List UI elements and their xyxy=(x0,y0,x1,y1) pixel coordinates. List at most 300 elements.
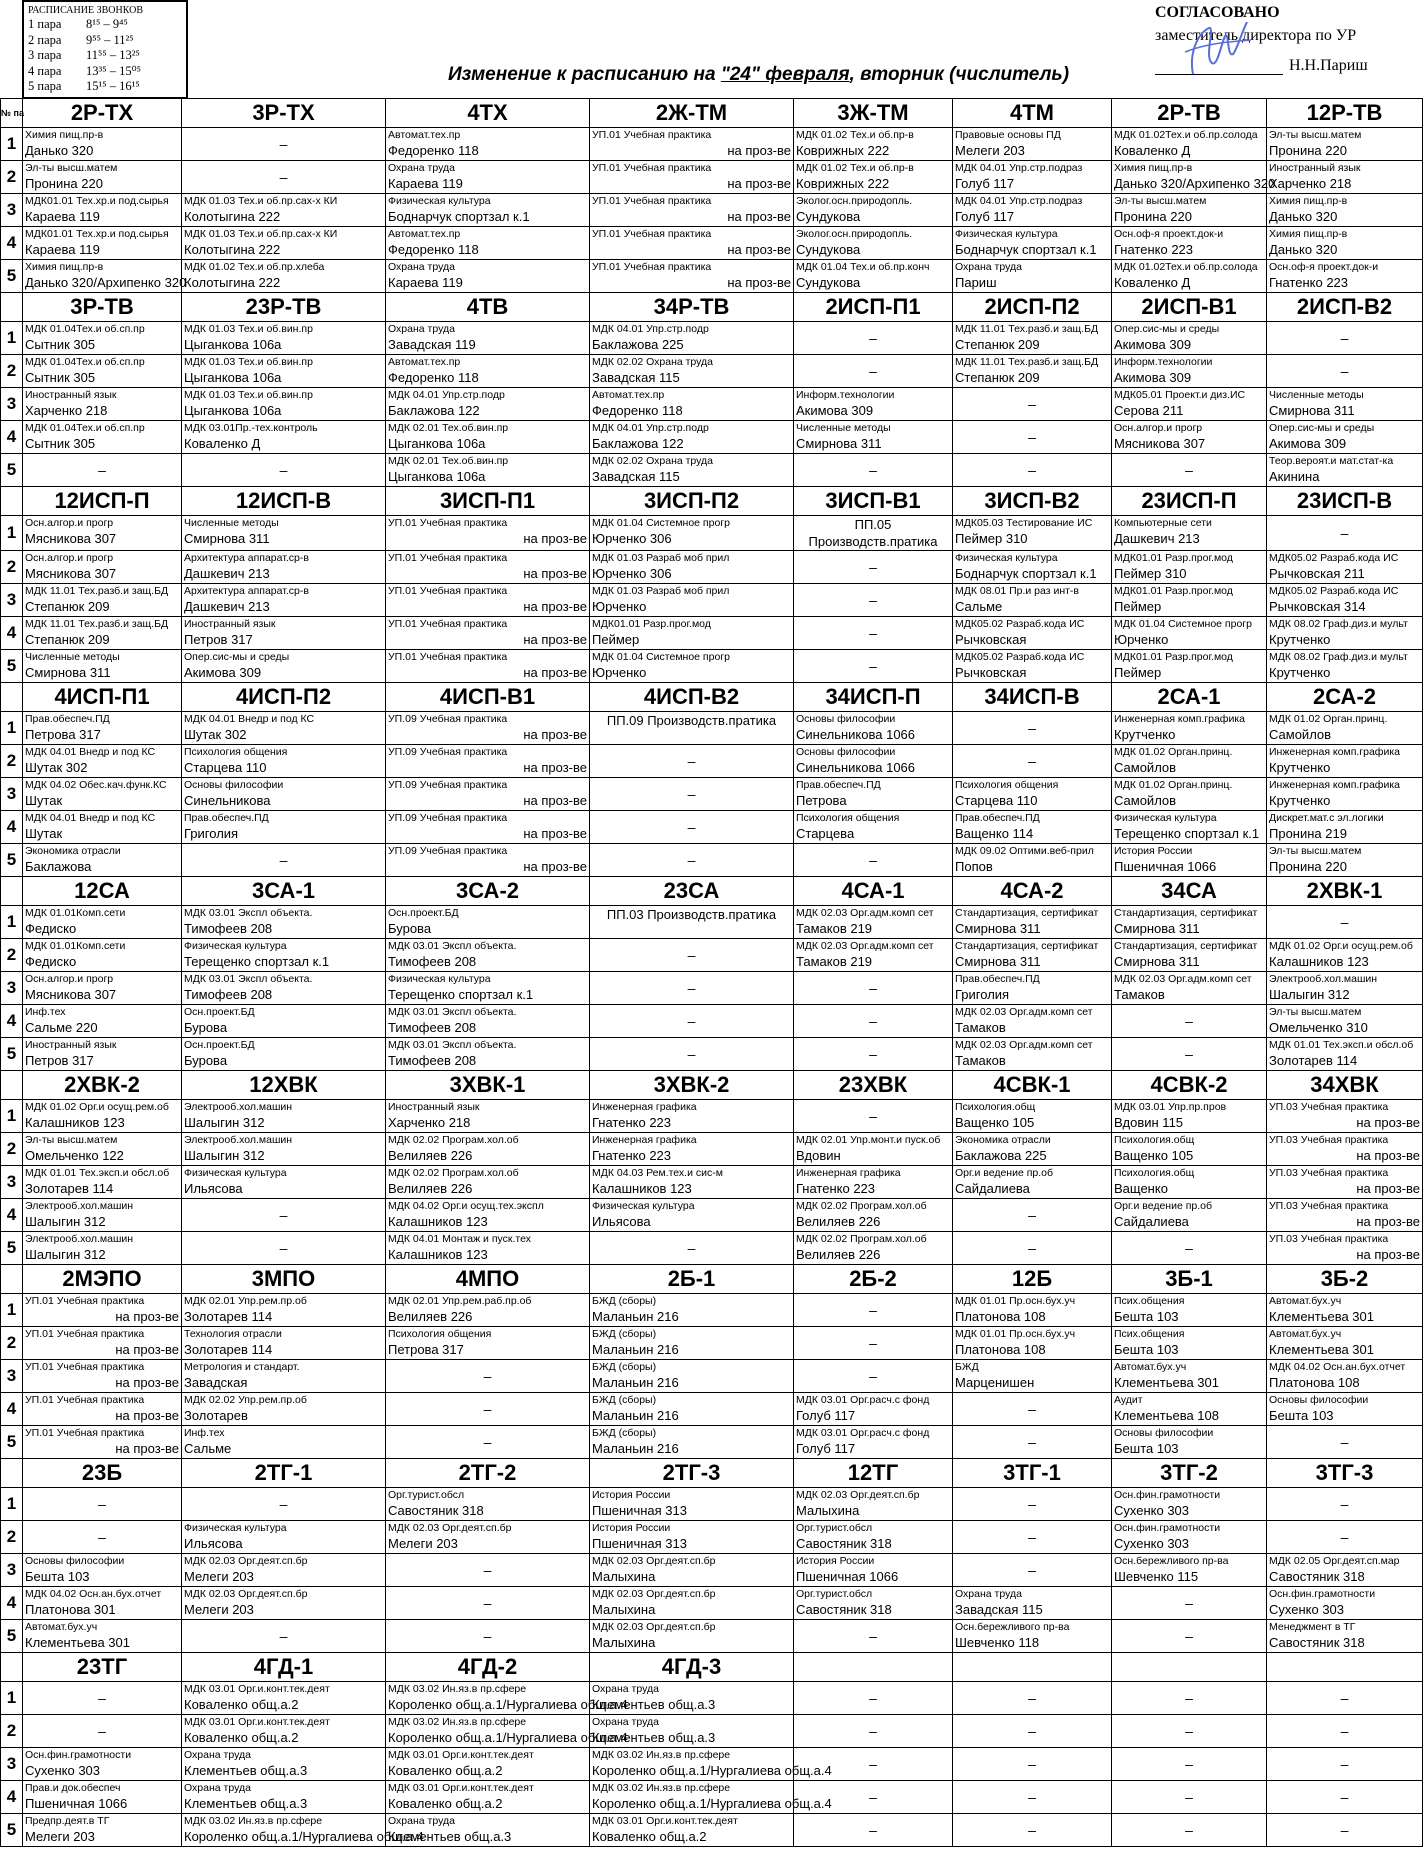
subject-text: МДК 02.03 Орг.адм.комп сет xyxy=(1114,973,1252,985)
subject-text: Электрооб.хол.машин xyxy=(25,1233,134,1245)
teacher-room-text: Вдовин xyxy=(796,1148,841,1163)
schedule-cell xyxy=(182,1133,386,1166)
subject-text: Иностранный язык xyxy=(388,1101,480,1113)
subject-text: Инженерная графика xyxy=(592,1101,697,1113)
teacher-room-text: Бешта 103 xyxy=(1114,1342,1179,1357)
schedule-cell xyxy=(1112,1232,1267,1265)
teacher-room-text: на проз-ве xyxy=(1356,1247,1420,1262)
subject-text: МДК 08.02 Граф.диз.и мульт xyxy=(1269,618,1408,630)
subject-text: МДК 03.01 Экспл объекта. xyxy=(184,973,313,985)
group-name: 3ТГ-3 xyxy=(1267,1459,1423,1488)
teacher-room-text: Юрченко 306 xyxy=(592,531,672,546)
teacher-room-text: на проз-ве xyxy=(727,209,791,224)
schedule-cell xyxy=(590,1360,794,1393)
schedule-cell xyxy=(1112,322,1267,355)
subject-text: МДК 01.03 Тех.и об.вин.пр xyxy=(184,389,313,401)
cell-empty-mark: – xyxy=(98,1529,106,1545)
teacher-room-text: Малыхина xyxy=(796,1503,860,1518)
schedule-cell xyxy=(386,1005,590,1038)
teacher-room-text: Колотыгина 222 xyxy=(184,209,281,224)
subject-text: Прав.обеспеч.ПД xyxy=(796,779,881,791)
schedule-cell xyxy=(182,1620,386,1653)
cell-empty-mark: – xyxy=(1185,1789,1193,1805)
subject-text: Орг.турист.обсл xyxy=(388,1489,465,1501)
group-name: 3СА-2 xyxy=(386,877,590,906)
lesson-row xyxy=(1,617,1423,650)
teacher-room-text: Рычковская xyxy=(955,665,1027,680)
teacher-room-text: Велиляев 226 xyxy=(796,1247,881,1262)
schedule-cell xyxy=(953,939,1112,972)
schedule-cell xyxy=(590,745,794,778)
schedule-cell xyxy=(590,811,794,844)
schedule-cell xyxy=(23,388,182,421)
teacher-room-text: Клементьев общ.а.3 xyxy=(592,1730,716,1745)
cell-empty-mark: – xyxy=(687,980,696,996)
group-name: 2ТГ-3 xyxy=(590,1459,794,1488)
cell-empty-mark: – xyxy=(1028,1562,1036,1578)
teacher-room-text: Мясникова 307 xyxy=(25,531,117,546)
subject-text: МДК 03.01Пр.-тех.контроль xyxy=(184,422,318,434)
lesson-row xyxy=(1,584,1423,617)
cell-empty-mark: – xyxy=(1028,429,1036,445)
subject-text: Стандартизация, сертификат xyxy=(1114,907,1258,919)
schedule-cell xyxy=(23,1715,182,1748)
teacher-room-text: Баклажова 122 xyxy=(388,403,480,418)
schedule-cell xyxy=(23,1814,182,1847)
schedule-cell xyxy=(182,1232,386,1265)
schedule-cell xyxy=(1267,939,1423,972)
teacher-room-text: Самойлов xyxy=(1269,727,1332,742)
subject-text: Эл-ты высш.матем xyxy=(1269,1006,1362,1018)
subject-text: МДК 01.04Тех.и об.сп.пр xyxy=(25,422,145,434)
subject-text: Охрана труда xyxy=(955,261,1022,273)
subject-text: БЖД (сборы) xyxy=(592,1295,657,1307)
schedule-cell xyxy=(590,617,794,650)
group-name: 23ИСП-П xyxy=(1112,487,1267,516)
schedule-cell xyxy=(590,712,794,745)
lesson-number: 2 xyxy=(1,551,23,584)
group-header-row xyxy=(1,877,1423,906)
schedule-cell xyxy=(1112,906,1267,939)
schedule-cell xyxy=(23,844,182,877)
subject-text: Теор.вероят.и мат.стат-ка xyxy=(1269,455,1394,467)
subject-text: Автомат.тех.пр xyxy=(388,228,461,240)
cell-empty-mark: – xyxy=(869,1302,877,1318)
teacher-room-text: Данько 320 xyxy=(1269,209,1338,224)
cell-empty-mark: – xyxy=(869,592,877,608)
subject-text: УП.01 Учебная практика xyxy=(25,1328,145,1340)
schedule-cell xyxy=(386,745,590,778)
teacher-room-text: Велиляев 226 xyxy=(796,1214,881,1229)
group-name xyxy=(953,1653,1112,1682)
teacher-room-text: Производств.пратика xyxy=(808,534,938,549)
teacher-room-text: Боднарчук спортзал к.1 xyxy=(388,209,530,224)
teacher-room-text: Тимофеев 208 xyxy=(184,987,273,1002)
group-name: 3Б-2 xyxy=(1267,1265,1423,1294)
teacher-room-text: Пшеничная 1066 xyxy=(25,1796,128,1811)
group-name: 4ИСП-В1 xyxy=(386,683,590,712)
subject-text: УП.01 Учебная практика xyxy=(25,1295,145,1307)
teacher-room-text: Вдовин 115 xyxy=(1114,1115,1184,1130)
schedule-cell xyxy=(953,1360,1112,1393)
teacher-room-text: Смирнова 311 xyxy=(1114,921,1200,936)
group-name: 4МПО xyxy=(386,1265,590,1294)
schedule-cell xyxy=(182,1781,386,1814)
cell-empty-mark: – xyxy=(279,1628,288,1644)
schedule-cell xyxy=(23,194,182,227)
schedule-cell xyxy=(386,421,590,454)
schedule-cell xyxy=(1112,1133,1267,1166)
group-name: 23ТГ xyxy=(23,1653,182,1682)
teacher-room-text: на проз-ве xyxy=(523,826,587,841)
schedule-cell xyxy=(23,650,182,683)
schedule-cell xyxy=(386,1426,590,1459)
teacher-room-text: Гнатенко 223 xyxy=(796,1181,876,1196)
teacher-room-text: Клементьев общ.а.3 xyxy=(184,1763,308,1778)
subject-text: Основы философии xyxy=(184,779,284,791)
lesson-number: 3 xyxy=(1,1166,23,1199)
teacher-room-text: Шалыгин 312 xyxy=(25,1247,106,1262)
schedule-cell xyxy=(953,194,1112,227)
schedule-cell xyxy=(1267,1587,1423,1620)
teacher-room-text: Федиско xyxy=(25,921,77,936)
group-name: 23Р-ТВ xyxy=(182,293,386,322)
schedule-cell xyxy=(590,260,794,293)
subject-text: МДК 03.01 Орг.и.конт.тек.деят xyxy=(388,1782,534,1794)
subject-text: УП.01 Учебная практика xyxy=(592,228,712,240)
schedule-cell xyxy=(182,844,386,877)
group-name: 3ХВК-2 xyxy=(590,1071,794,1100)
teacher-room-text: Тимофеев 208 xyxy=(388,954,477,969)
group-name: 4СВК-1 xyxy=(953,1071,1112,1100)
schedule-cell xyxy=(1112,584,1267,617)
teacher-room-text: Бешта 103 xyxy=(1114,1441,1179,1456)
teacher-room-text: Клементьева 108 xyxy=(1114,1408,1219,1423)
cell-empty-mark: – xyxy=(1028,1207,1036,1223)
teacher-room-text: Коваленко общ.а.2 xyxy=(592,1829,707,1844)
subject-text: Компьютерные сети xyxy=(1114,517,1212,529)
group-name: 3МПО xyxy=(182,1265,386,1294)
subject-text: МДК 02.03 Орг.деят.сп.бр xyxy=(388,1522,512,1534)
cell-empty-mark: – xyxy=(1185,1822,1193,1838)
cell-empty-mark: – xyxy=(1028,1496,1036,1512)
corner-cell xyxy=(1,1653,23,1682)
schedule-cell xyxy=(953,1748,1112,1781)
schedule-cell xyxy=(386,355,590,388)
cell-empty-mark: – xyxy=(1185,1756,1193,1772)
teacher-room-text: Шутак xyxy=(25,826,63,841)
teacher-room-text: Пшеничная 1066 xyxy=(796,1569,899,1584)
schedule-cell xyxy=(794,194,953,227)
schedule-cell xyxy=(794,1521,953,1554)
lesson-row xyxy=(1,972,1423,1005)
cell-empty-mark: – xyxy=(1340,1789,1349,1805)
lesson-number: 3 xyxy=(1,1360,23,1393)
teacher-room-text: Пшеничная 1066 xyxy=(1114,859,1217,874)
subject-text: МДК 02.03 Орг.деят.сп.бр xyxy=(592,1621,716,1633)
teacher-room-text: Рычковская xyxy=(955,632,1027,647)
teacher-room-text: Синельникова xyxy=(184,793,271,808)
cell-empty-mark: – xyxy=(279,1207,288,1223)
schedule-cell xyxy=(590,1327,794,1360)
subject-text: Осн.проект.БД xyxy=(184,1006,255,1018)
teacher-room-text: Рычковская 211 xyxy=(1269,566,1365,581)
cell-empty-mark: – xyxy=(1340,1529,1349,1545)
subject-text: МДК01.01 Разр.прог.мод xyxy=(1114,651,1233,663)
subject-text: МДК05.01 Проект.и диз.ИС xyxy=(1114,389,1246,401)
cell-empty-mark: – xyxy=(1028,753,1036,769)
teacher-room-text: Смирнова 311 xyxy=(796,436,882,451)
schedule-cell xyxy=(794,972,953,1005)
schedule-cell xyxy=(953,421,1112,454)
lesson-row xyxy=(1,1199,1423,1232)
subject-text: Охрана труда xyxy=(592,1683,659,1695)
lesson-row xyxy=(1,844,1423,877)
subject-text: МДК01.01 Разр.прог.мод xyxy=(1114,552,1233,564)
cell-empty-mark: – xyxy=(279,1496,288,1512)
cell-empty-mark: – xyxy=(687,786,696,802)
subject-text: УП.01 Учебная практика xyxy=(25,1427,145,1439)
group-name: 12Р-ТВ xyxy=(1267,99,1423,128)
teacher-room-text: Сундукова xyxy=(796,275,861,290)
teacher-room-text: Сундукова xyxy=(796,242,861,257)
subject-text: Осн.алгор.и прогр xyxy=(25,517,114,529)
teacher-room-text: Баклажова 225 xyxy=(592,337,684,352)
subject-text: Численные методы xyxy=(184,517,279,529)
subject-text: МДК 01.01 Пр.осн.бух.уч xyxy=(955,1328,1076,1340)
subject-text: История России xyxy=(592,1489,671,1501)
teacher-room-text: Баклажова 225 xyxy=(955,1148,1047,1163)
schedule-cell xyxy=(182,1715,386,1748)
group-name: 34ИСП-П xyxy=(794,683,953,712)
subject-text: Основы философии xyxy=(796,746,896,758)
subject-text: Стандартизация, сертификат xyxy=(955,907,1099,919)
schedule-cell xyxy=(386,194,590,227)
teacher-room-text: Мясникова 307 xyxy=(1114,436,1206,451)
subject-text: МДК 02.02 Програм.хол.об xyxy=(796,1233,927,1245)
lesson-row xyxy=(1,1488,1423,1521)
schedule-cell xyxy=(794,844,953,877)
subject-text: Физическая культура xyxy=(388,973,491,985)
cell-empty-mark: – xyxy=(1340,914,1349,930)
subject-text: Архитектура аппарат.ср-в xyxy=(184,552,309,564)
schedule-cell xyxy=(1112,1814,1267,1847)
cell-empty-mark: – xyxy=(1028,1434,1036,1450)
lesson-row xyxy=(1,1814,1423,1847)
subject-text: Инженерная графика xyxy=(592,1134,697,1146)
subject-text: МДК 02.03 Орг.адм.комп сет xyxy=(796,940,934,952)
lesson-row xyxy=(1,227,1423,260)
cell-empty-mark: – xyxy=(869,1108,877,1124)
cell-empty-mark: – xyxy=(687,1240,696,1256)
subject-text: МДК 04.01 Внедр и под КС xyxy=(25,812,156,824)
schedule-cell xyxy=(182,1005,386,1038)
teacher-room-text: Синельникова 1066 xyxy=(796,760,916,775)
subject-text: Прав.обеспеч.ПД xyxy=(955,812,1040,824)
subject-text: МДК01.01 Разр.прог.мод xyxy=(1114,585,1233,597)
subject-text: МДК 01.03 Разраб моб прил xyxy=(592,585,730,597)
schedule-cell xyxy=(23,1554,182,1587)
subject-text: УП.09 Учебная практика xyxy=(388,779,508,791)
subject-text: Прав.обеспеч.ПД xyxy=(184,812,269,824)
schedule-cell xyxy=(590,355,794,388)
schedule-cell xyxy=(794,355,953,388)
teacher-room-text: Клементьева 301 xyxy=(1269,1309,1374,1324)
schedule-cell xyxy=(23,1199,182,1232)
teacher-room-text: Федоренко 118 xyxy=(388,370,479,385)
cell-empty-mark: – xyxy=(483,1434,492,1450)
subject-text: МДК 01.02 Орган.принц. xyxy=(1114,779,1233,791)
schedule-cell xyxy=(953,551,1112,584)
schedule-cell xyxy=(1267,1360,1423,1393)
schedule-cell xyxy=(1267,1488,1423,1521)
subject-text: Физическая культура xyxy=(955,228,1058,240)
teacher-room-text: Бурова xyxy=(388,921,432,936)
subject-text: МДК 02.01 Тех.об.вин.пр xyxy=(388,455,509,467)
teacher-room-text: Клементьев общ.а.3 xyxy=(184,1796,308,1811)
subject-text: МДК 03.01 Экспл объекта. xyxy=(388,1006,517,1018)
teacher-room-text: Шевченко 118 xyxy=(955,1635,1040,1650)
teacher-room-text: на проз-ве xyxy=(727,275,791,290)
lesson-row xyxy=(1,322,1423,355)
teacher-room-text: Рычковская 314 xyxy=(1269,599,1366,614)
subject-text: МДК 01.03 Тех.и об.пр.сах-х КИ xyxy=(184,228,338,240)
lesson-number: 1 xyxy=(1,322,23,355)
subject-text: УП.09 Учебная практика xyxy=(388,812,508,824)
schedule-cell xyxy=(182,1748,386,1781)
schedule-cell xyxy=(1267,972,1423,1005)
lesson-row xyxy=(1,1133,1423,1166)
teacher-room-text: на проз-ве xyxy=(523,760,587,775)
subject-text: Физическая культура xyxy=(1114,812,1217,824)
teacher-room-text: Смирнова 311 xyxy=(1114,954,1200,969)
schedule-cell xyxy=(953,161,1112,194)
group-name: 4ГД-2 xyxy=(386,1653,590,1682)
schedule-cell xyxy=(386,388,590,421)
schedule-cell xyxy=(386,939,590,972)
teacher-room-text: на проз-ве xyxy=(523,599,587,614)
schedule-cell xyxy=(953,1426,1112,1459)
teacher-room-text: Пеймер xyxy=(1114,599,1162,614)
schedule-cell xyxy=(794,1166,953,1199)
teacher-room-text: Клементьева 301 xyxy=(1269,1342,1374,1357)
teacher-room-text: на проз-ве xyxy=(115,1342,179,1357)
schedule-cell xyxy=(182,906,386,939)
schedule-cell xyxy=(1112,939,1267,972)
lesson-number: 5 xyxy=(1,650,23,683)
subject-text: Охрана труда xyxy=(184,1749,251,1761)
lesson-number: 5 xyxy=(1,260,23,293)
schedule-cell xyxy=(386,454,590,487)
teacher-room-text: Крутченко xyxy=(1269,793,1331,808)
schedule-cell xyxy=(386,1199,590,1232)
group-name: 2ХВК-2 xyxy=(23,1071,182,1100)
schedule-cell xyxy=(182,355,386,388)
subject-text: Инф.тех xyxy=(184,1427,225,1439)
teacher-room-text: Юрченко xyxy=(1114,632,1169,647)
schedule-cell xyxy=(23,811,182,844)
teacher-room-text: Данько 320/Архипенко 320 xyxy=(25,275,187,290)
approval-position: заместитель директора по УР xyxy=(1155,27,1357,44)
group-name: 2ТГ-2 xyxy=(386,1459,590,1488)
schedule-cell xyxy=(794,1327,953,1360)
teacher-room-text: на проз-ве xyxy=(523,727,587,742)
teacher-room-text: Короленко общ.а.1/Нургалиева общ.а.4 xyxy=(184,1829,424,1844)
schedule-cell xyxy=(953,584,1112,617)
subject-text: Химия пищ.пр-в xyxy=(1114,162,1193,174)
subject-text: МДК 03.01 Орг.расч.с фонд xyxy=(796,1394,930,1406)
schedule-cell xyxy=(794,161,953,194)
teacher-room-text: Сайдалиева xyxy=(955,1181,1030,1196)
subject-text: МДК 01.04 Системное прогр xyxy=(592,651,730,663)
schedule-cell xyxy=(1112,778,1267,811)
schedule-cell xyxy=(953,1166,1112,1199)
cell-empty-mark: – xyxy=(687,819,696,835)
schedule-cell xyxy=(23,1587,182,1620)
schedule-cell xyxy=(1112,1715,1267,1748)
subject-text: Инженерная комп.графика xyxy=(1269,779,1400,791)
approval-title: СОГЛАСОВАНО xyxy=(1155,4,1280,21)
teacher-room-text: Боднарчук спортзал к.1 xyxy=(955,566,1097,581)
schedule-cell xyxy=(590,1199,794,1232)
schedule-cell xyxy=(590,1133,794,1166)
schedule-cell xyxy=(953,516,1112,551)
teacher-room-text: Юрченко 306 xyxy=(592,566,672,581)
subject-text: Физическая культура xyxy=(388,195,491,207)
schedule-cell xyxy=(953,1393,1112,1426)
schedule-cell xyxy=(182,227,386,260)
approval-name: Н.Н.Париш xyxy=(1289,57,1368,74)
teacher-room-text: Пронина 220 xyxy=(25,176,103,191)
subject-text: Орг.и ведение пр.об xyxy=(955,1167,1054,1179)
subject-text: УП.01 Учебная практика xyxy=(388,552,508,564)
teacher-room-text: Терещенко спортзал к.1 xyxy=(184,954,330,969)
teacher-room-text: Ващенко xyxy=(1114,1181,1168,1196)
teacher-room-text: Коваленко общ.а.2 xyxy=(388,1796,503,1811)
teacher-room-text: Малыхина xyxy=(592,1569,656,1584)
schedule-cell xyxy=(1267,1554,1423,1587)
lesson-number: 5 xyxy=(1,1620,23,1653)
schedule-cell xyxy=(1267,1294,1423,1327)
teacher-room-text: Коваленко общ.а.2 xyxy=(184,1730,299,1745)
schedule-cell xyxy=(590,161,794,194)
teacher-room-text: Пшеничная 313 xyxy=(592,1503,687,1518)
schedule-cell xyxy=(182,650,386,683)
teacher-room-text: Париш xyxy=(955,275,997,290)
teacher-room-text: Юрченко xyxy=(592,665,647,680)
subject-text: Химия пищ.пр-в xyxy=(25,261,104,273)
subject-text: МДК 03.01 Орг.и.конт.тек.деят xyxy=(184,1683,330,1695)
schedule-cell xyxy=(182,322,386,355)
teacher-room-text: Гнатенко 223 xyxy=(1269,275,1349,290)
subject-text: Информ.технологии xyxy=(796,389,895,401)
subject-text: Автомат.тех.пр xyxy=(592,389,665,401)
schedule-cell xyxy=(953,650,1112,683)
teacher-room-text: Федоренко 118 xyxy=(388,242,479,257)
schedule-cell xyxy=(1267,1814,1423,1847)
subject-text: Осн.алгор.и прогр xyxy=(25,973,114,985)
schedule-cell xyxy=(23,745,182,778)
schedule-cell xyxy=(1112,1620,1267,1653)
lesson-row xyxy=(1,1521,1423,1554)
teacher-room-text: Гнатенко 223 xyxy=(592,1148,672,1163)
subject-text: МДК 01.04 Системное прогр xyxy=(1114,618,1252,630)
teacher-room-text: Короленко общ.а.1/Нургалиева общ.а.4 xyxy=(388,1730,628,1745)
teacher-room-text: Сальме xyxy=(184,1441,232,1456)
subject-text: БЖД (сборы) xyxy=(592,1427,657,1439)
schedule-cell xyxy=(23,1781,182,1814)
lesson-number: 5 xyxy=(1,454,23,487)
